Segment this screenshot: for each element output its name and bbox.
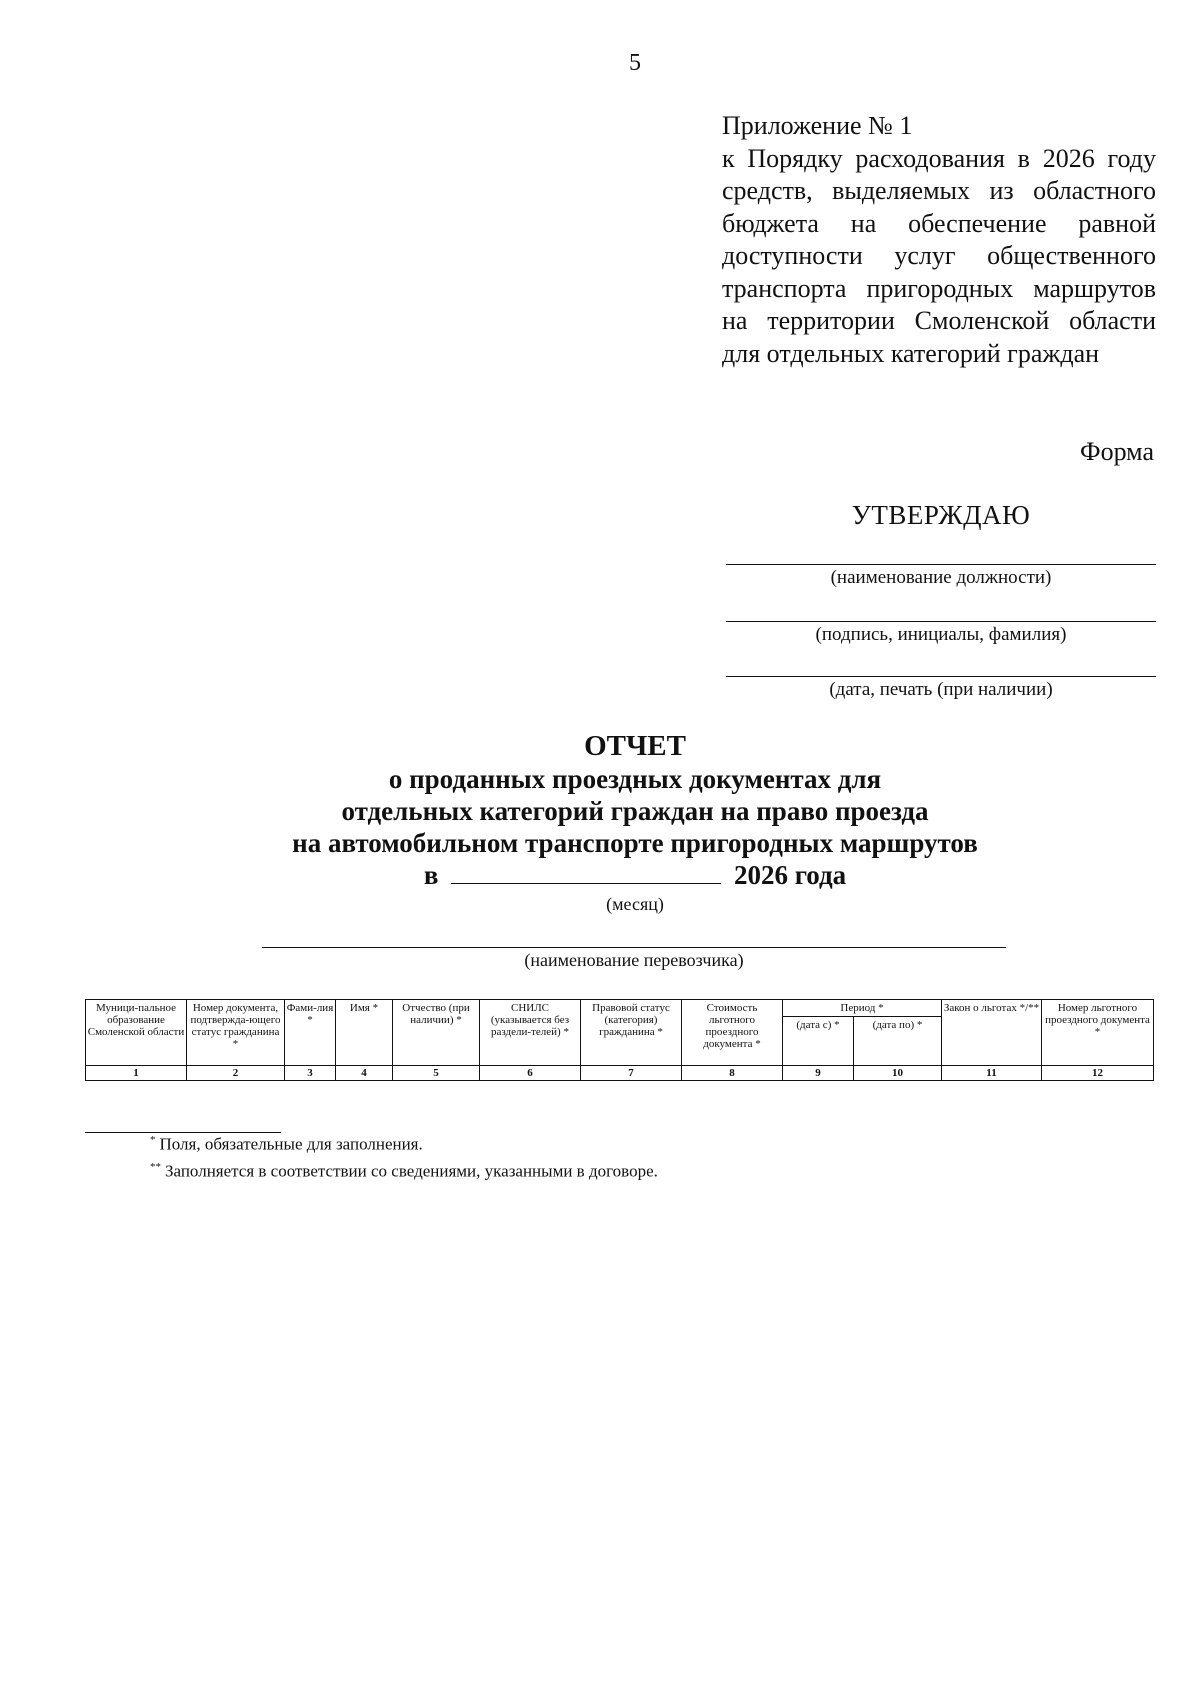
report-subtitle-line: о проданных проездных документах для bbox=[388, 764, 882, 794]
column-number: 3 bbox=[285, 1066, 336, 1081]
column-number: 8 bbox=[682, 1066, 783, 1081]
month-caption: (месяц) bbox=[606, 894, 664, 914]
col-legal-status: Правовой статус (категория) гражданина * bbox=[581, 1000, 682, 1066]
col-ticket-number: Номер льготного проездного документа * bbox=[1042, 1000, 1154, 1066]
month-line bbox=[0, 860, 1200, 891]
col-snils: СНИЛС (указывается без раздели-телей) * bbox=[480, 1000, 581, 1066]
footnote-mark: ** bbox=[150, 1161, 161, 1173]
column-number: 4 bbox=[336, 1066, 393, 1081]
column-number: 2 bbox=[187, 1066, 285, 1081]
col-patronymic: Отчество (при наличии) * bbox=[393, 1000, 480, 1066]
footnote-required bbox=[150, 1134, 423, 1155]
col-period: Период * bbox=[783, 1000, 942, 1017]
footnote-separator bbox=[85, 1132, 281, 1133]
date-line bbox=[726, 676, 1156, 677]
footnote-mark: * bbox=[150, 1134, 156, 1146]
col-status-document: Номер документа, подтвержда-ющего статус гражданина * bbox=[187, 1000, 285, 1066]
column-number: 10 bbox=[854, 1066, 942, 1081]
report-table bbox=[85, 999, 1154, 1081]
report-subtitle-line: на автомобильном транспорте пригородных маршрутов bbox=[292, 828, 978, 858]
approval-title: УТВЕРЖДАЮ bbox=[851, 500, 1031, 530]
report-heading: ОТЧЕТ bbox=[584, 730, 686, 762]
footnote-contract bbox=[150, 1161, 658, 1182]
col-surname: Фами-лия * bbox=[285, 1000, 336, 1066]
report-subtitle bbox=[230, 763, 1040, 859]
col-date-from: (дата с) * bbox=[783, 1017, 854, 1066]
carrier-caption: (наименование перевозчика) bbox=[524, 950, 744, 970]
table-header-row bbox=[86, 1000, 1154, 1017]
col-name: Имя * bbox=[336, 1000, 393, 1066]
position-line bbox=[726, 564, 1156, 565]
col-benefit-law: Закон о льготах */** bbox=[942, 1000, 1042, 1066]
month-suffix: 2026 года bbox=[733, 860, 847, 890]
column-number: 11 bbox=[942, 1066, 1042, 1081]
col-date-to: (дата по) * bbox=[854, 1017, 942, 1066]
date-caption: (дата, печать (при наличии) bbox=[829, 679, 1053, 700]
appendix-title: Приложение № 1 bbox=[722, 111, 913, 140]
col-municipality: Муници-пальное образование Смоленской области bbox=[86, 1000, 187, 1066]
position-caption: (наименование должности) bbox=[830, 567, 1052, 588]
signature-line bbox=[726, 621, 1156, 622]
page-number: 5 bbox=[629, 50, 641, 76]
form-label: Форма bbox=[1080, 437, 1154, 466]
month-prefix: в bbox=[423, 860, 439, 890]
column-number: 7 bbox=[581, 1066, 682, 1081]
signature-caption: (подпись, инициалы, фамилия) bbox=[815, 624, 1067, 645]
column-number: 1 bbox=[86, 1066, 187, 1081]
carrier-line bbox=[262, 947, 1006, 948]
appendix-block bbox=[722, 110, 1156, 370]
col-cost: Стоимость льготного проездного документа * bbox=[682, 1000, 783, 1066]
month-blank bbox=[451, 861, 721, 884]
table-number-row bbox=[86, 1066, 1154, 1081]
appendix-body: к Порядку расходования в 2026 году средств, выделяемых из областного бюджета на обеспечение равной доступности услуг общественного транспорта пригородных маршрутов на территории Смоленской области для отдельных категорий граждан bbox=[722, 143, 1156, 368]
column-number: 5 bbox=[393, 1066, 480, 1081]
footnote-text: Поля, обязательные для заполнения. bbox=[159, 1134, 423, 1154]
column-number: 9 bbox=[783, 1066, 854, 1081]
column-number: 12 bbox=[1042, 1066, 1154, 1081]
footnote-text: Заполняется в соответствии со сведениями, указанными в договоре. bbox=[165, 1161, 658, 1181]
column-number: 6 bbox=[480, 1066, 581, 1081]
report-subtitle-line: отдельных категорий граждан на право проезда bbox=[341, 796, 929, 826]
